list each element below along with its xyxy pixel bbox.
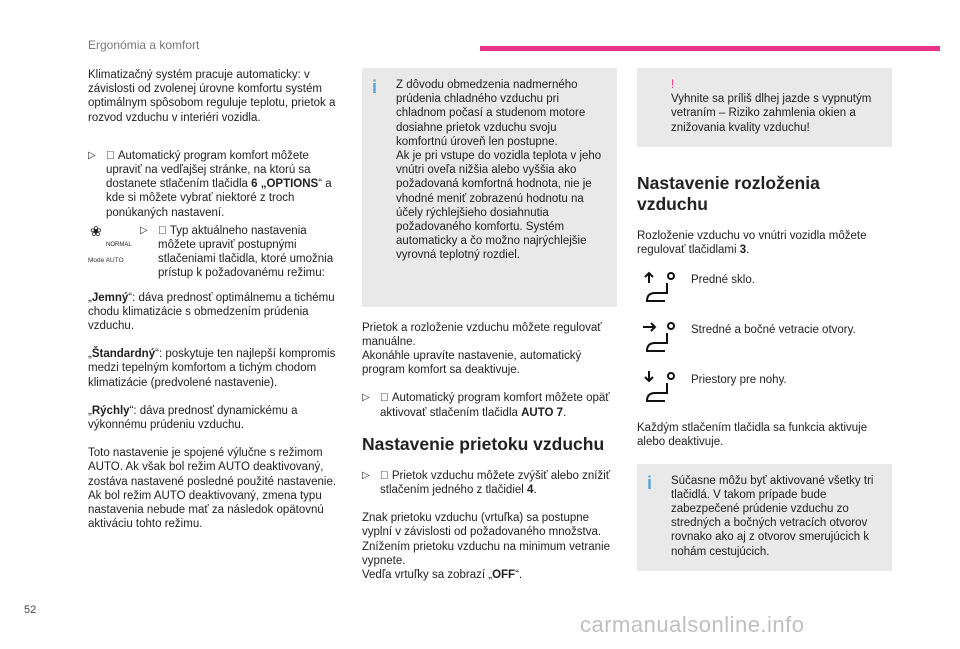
info-text: Súčasne môžu byť aktivované všetky tri tlačidlá. V takom prípade bude zabezpečené prúdenie vzduchu zo stredných a bočných vetracích otvorov rovnako ako aj z otvorov smerujúcich k nohám cestujúcich. xyxy=(671,474,874,558)
fan-icon: ❀ xyxy=(90,222,102,239)
mode-auto-icon: ❀ NORMAL Mode AUTO xyxy=(88,222,132,264)
arrow-bullet-icon: ▷ xyxy=(88,149,96,161)
watermark: carmanualsonline.info xyxy=(580,612,805,637)
intro-paragraph: Klimatizačný systém pracuje automaticky: v závislosti od zvolenej úrovne komfortu systém optimálnym spôsobom reguluje teplotu, prietok a rozvod vzduchu v interiéri vozidla. xyxy=(88,69,336,124)
flow-button-ref: 4 xyxy=(527,484,534,497)
air-row-windscreen: Predné sklo. xyxy=(637,271,892,305)
manual-paragraph-2: Akonáhle upravíte nastavenie, automatický program komfort sa deaktivuje. xyxy=(362,350,582,377)
page-number: 52 xyxy=(24,604,37,616)
arrow-bullet-icon: ▷ xyxy=(362,469,370,481)
flow-paragraph-1: Znak prietoku vzduchu (vrtuľka) sa postupne vyplní v závislosti od požadovaného množstva. Znížením prietoku vzduchu na minimum vetranie vypnete. xyxy=(362,512,610,567)
heading-air-distribution: Nastavenie rozloženia vzduchu xyxy=(637,172,820,214)
bullet-mode-type: ▷ Typ aktuálneho nastavenia môžete upraviť postupnými stlačeniami tlačidla, ktoré umožnia prístup k požadovanému režimu: xyxy=(140,224,334,280)
arrow-bullet-icon: ▷ xyxy=(140,224,148,236)
air-row-center-side: Stredné a bočné vetracie otvory. xyxy=(637,321,892,355)
mode-auto-row xyxy=(88,224,343,281)
options-button-ref: 6 „OPTIONS xyxy=(251,178,319,191)
warning-box-ventilation xyxy=(637,68,892,147)
column-middle xyxy=(362,68,617,596)
mode-fast: „Rýchly“: dáva prednosť dynamickému a výkonnému prúdeniu vzduchu. xyxy=(88,404,298,432)
column-left xyxy=(88,68,343,545)
warning-icon: ! xyxy=(671,79,675,91)
column-right xyxy=(637,68,892,585)
arrow-bullet-icon: ▷ xyxy=(362,392,370,404)
outro-paragraph-1: Toto nastavenie je spojené výlučne s režimom AUTO. Ak však bol režim AUTO deaktivovaný, zostáva nastavené posledné použité nastavenie. xyxy=(88,447,337,488)
mode-soft: „Jemný“: dáva prednosť optimálnemu a tichému chodu klimatizácie s obmedzením prúdenia vzduchu. xyxy=(88,291,335,333)
info-text-2: Ak je pri vstupe do vozidla teplota v jeho vnútri oveľa nižšia alebo vyššia ako požadovaná komfortná hodnota, nie je vhodné meniť zobrazenú hodnotu na účely rýchlejšieho dosiahnutia požadovaného komfortu. Systém automaticky a čo možno najrýchlejšie vyrovná teplotný rozdiel. xyxy=(396,150,602,262)
center-vents-airflow-icon xyxy=(637,321,691,355)
auto-button-ref: AUTO 7 xyxy=(521,406,564,419)
air-row-feet: Priestory pre nohy. xyxy=(637,371,892,405)
heading-air-flow: Nastavenie prietoku vzduchu xyxy=(362,433,605,454)
feet-airflow-icon xyxy=(637,371,691,405)
warning-text: Vyhnite sa príliš dlhej jazde s vypnutým vetraním – Riziko zahmlenia okien a znižovania kvality vzduchu! xyxy=(671,93,872,134)
bullet-air-flow: ▷ Prietok vzduchu môžete zvýšiť alebo znížiť stlačením jedného z tlačidiel 4. xyxy=(362,469,611,497)
outro-paragraph-2: Ak bol režim AUTO deaktivovaný, zmena typu nastavenia nebude mať za následok opätovnú aktiváciu tohto režimu. xyxy=(88,489,324,531)
info-icon: i xyxy=(372,77,378,97)
toggle-paragraph: Každým stlačením tlačidla sa funkcia aktivuje alebo deaktivuje. xyxy=(637,422,868,449)
info-text-1: Z dôvodu obmedzenia nadmerného prúdenia chladného vzduchu pri chladnom počasí a studenom motore dosiahne prietok vzduchu svoju komfortnú úroveň len postupne. xyxy=(396,79,586,148)
distribution-intro: Rozloženie vzduchu vo vnútri vozidla môžete regulovať tlačidlami 3. xyxy=(637,229,867,257)
info-box-all-buttons xyxy=(637,464,892,571)
info-box-cold-air xyxy=(362,68,617,307)
section-accent-bar xyxy=(480,46,940,51)
manual-paragraph-1: Prietok a rozloženie vzduchu môžete regulovať manuálne. xyxy=(362,321,602,348)
info-icon: i xyxy=(647,472,653,493)
mode-normal: „Štandardný“: poskytuje ten najlepší kompromis medzi tepelným komfortom a tichým chodom klimatizácie (predvolené nastavenie). xyxy=(88,348,336,389)
bullet-auto-reactivate: ▷ Automatický program komfort môžete opäť aktivovať stlačením tlačidla AUTO 7. xyxy=(362,392,610,419)
flow-paragraph-2: Vedľa vrtuľky sa zobrazí „OFF“. xyxy=(362,569,523,582)
bullet-options: ▷ Automatický program komfort môžete upraviť na vedľajšej stránke, na ktorú sa dostanete stlačením tlačidla 6 „OPTIONS“ a kde si môžete vybrať niektoré z troch ponúkaných nastavení. xyxy=(88,149,332,219)
distribution-button-ref: 3 xyxy=(739,244,747,257)
section-title: Ergonómia a komfort xyxy=(88,38,200,52)
windscreen-airflow-icon xyxy=(637,271,691,305)
